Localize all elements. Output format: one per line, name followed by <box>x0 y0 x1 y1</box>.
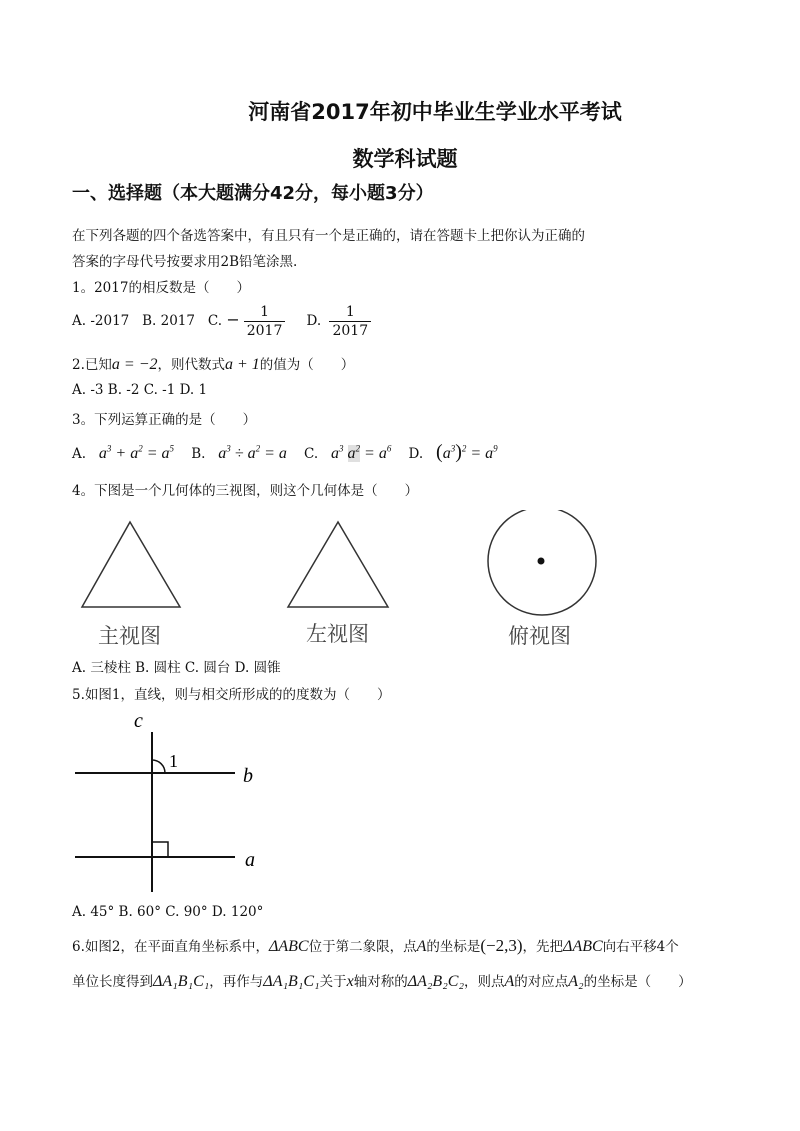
label-c: c <box>134 712 143 732</box>
point-a-coordinate: (−2,3) <box>480 936 523 955</box>
q3-option-d-expr: $(a^3)^2 = a^9$ <box>436 441 498 463</box>
q3-option-d-label: D. <box>408 446 424 462</box>
instructions-line-2: 答案的字母代号按要求用2B铅笔涂黑. <box>72 254 298 270</box>
label-angle-1: 1 <box>169 751 178 771</box>
three-views-figure <box>72 510 602 620</box>
caption-left-view: 左视图 <box>306 622 369 646</box>
q3-option-c-expr: $a^3$ $a^2 = a^6$ <box>331 443 392 462</box>
q6-text: 的坐标是 <box>426 939 481 955</box>
q6-text: ，再作与 <box>209 974 264 990</box>
q3-option-b-expr: $a^3 \div a^2 = a$ <box>218 443 287 462</box>
q2-condition: a = −2 <box>111 356 158 373</box>
q6-text: 位于第二象限，点 <box>308 939 417 955</box>
figure-1-parallel-lines <box>70 712 270 897</box>
q5-options: A. 45° B. 60° C. 90° D. 120° <box>72 904 264 920</box>
instructions-line-1: 在下列各题的四个备选答案中，有且只有一个是正确的，请在答题卡上把你认为正确的 <box>72 228 585 244</box>
q1-option-c-denominator: 2017 <box>246 323 283 339</box>
front-view-triangle <box>82 522 180 607</box>
caption-front-view: 主视图 <box>98 624 161 648</box>
q6-line-1 <box>72 935 679 956</box>
q2-expression: a + 1 <box>224 356 260 373</box>
q6-text: 6.如图2，在平面直角坐标系中， <box>72 939 269 955</box>
angle-1-arc <box>152 760 165 773</box>
q2-stem-mid: ，则代数式 <box>157 357 225 373</box>
triangle-a1b1c1: ΔA₁B₁C₁ <box>263 973 320 990</box>
q1-option-c-sign: − <box>226 310 240 329</box>
q1-option-c-fraction <box>244 303 286 340</box>
q1-option-d-numerator: 1 <box>329 303 371 322</box>
triangle-abc: ΔABC <box>268 938 309 955</box>
x-axis-symbol: x <box>346 973 354 990</box>
q6-text: 的坐标是（ ） <box>583 974 692 990</box>
q1-option-d-denominator: 2017 <box>332 323 369 339</box>
q1-option-d-fraction <box>329 303 371 340</box>
q6-text: 关于 <box>319 974 347 990</box>
q3-option-a-expr: $a^3 + a^2 = a^5$ <box>98 443 175 462</box>
q2-stem-prefix: 2.已知 <box>72 357 112 373</box>
q6-text: 轴对称的 <box>353 974 408 990</box>
q3-options <box>72 441 498 464</box>
point-a: A <box>416 938 427 955</box>
q2-stem <box>72 353 354 374</box>
label-b: b <box>243 765 253 787</box>
exam-subtitle: 数学科试题 <box>352 147 458 171</box>
point-a2: A₂ <box>568 973 584 990</box>
q4-stem: 4。下图是一个几何体的三视图，则这个几何体是（ ） <box>72 483 419 499</box>
q2-options: A. -3 B. -2 C. -1 D. 1 <box>72 382 208 398</box>
q6-text: 的对应点 <box>514 974 569 990</box>
caption-top-view: 俯视图 <box>508 624 571 648</box>
q3-option-c-label: C. <box>304 446 319 462</box>
right-angle-mark <box>152 842 168 857</box>
triangle-a2b2c2: ΔA₂B₂C₂ <box>407 973 464 990</box>
q1-stem: 1。2017的相反数是（ ） <box>72 280 250 296</box>
q1-options <box>72 303 375 340</box>
q1-option-c-numerator: 1 <box>244 303 286 322</box>
q2-stem-suffix: 的值为（ ） <box>259 357 355 373</box>
point-a: A <box>504 973 515 990</box>
label-a: a <box>245 849 255 871</box>
q5-stem: 5.如图1，直线，则与相交所形成的的度数为（ ） <box>72 687 391 703</box>
q1-option-d-label: D. <box>306 313 322 329</box>
q1-option-a: A. -2017 <box>72 313 130 329</box>
q4-options: A. 三棱柱 B. 圆柱 C. 圆台 D. 圆锥 <box>72 660 281 676</box>
q1-option-b: B. 2017 <box>142 313 195 329</box>
q6-text: ，先把 <box>522 939 564 955</box>
exam-title: 河南省2017年初中毕业生学业水平考试 <box>248 100 622 124</box>
q6-text: 单位长度得到 <box>72 974 153 990</box>
q6-text: 向右平移4个 <box>602 939 679 955</box>
q3-option-a-label: A. <box>72 446 87 462</box>
q1-option-c-label: C. <box>207 313 223 329</box>
left-view-triangle <box>288 522 388 607</box>
q3-stem: 3。下列运算正确的是（ ） <box>72 412 257 428</box>
q6-line-2 <box>72 970 692 991</box>
q3-option-b-label: B. <box>191 446 206 462</box>
triangle-a1b1c1: ΔA₁B₁C₁ <box>153 973 210 990</box>
section-heading: 一、选择题（本大题满分42分，每小题3分） <box>72 183 434 204</box>
top-view-center-dot <box>538 558 545 565</box>
q6-text: ，则点 <box>464 974 505 990</box>
triangle-abc: ΔABC <box>563 938 603 955</box>
